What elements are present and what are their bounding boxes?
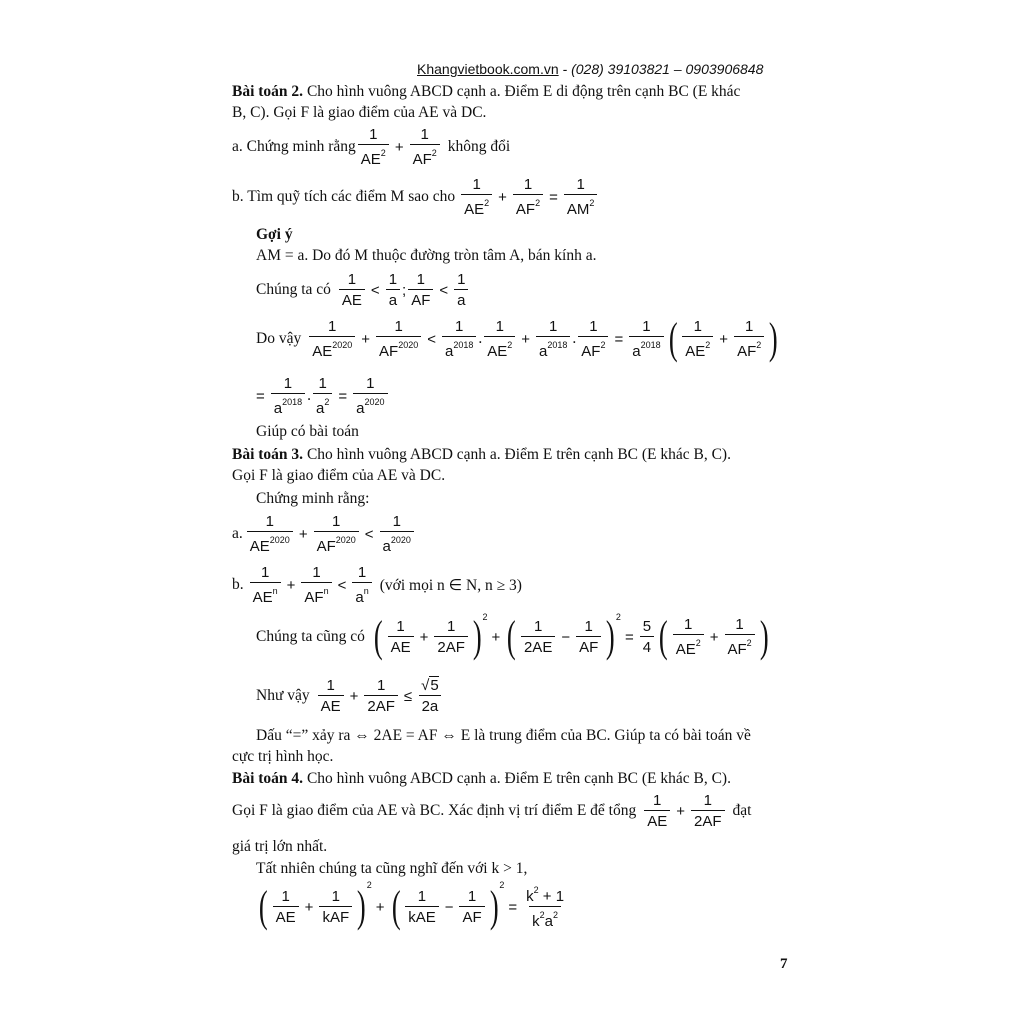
hint-line-1: AM = a. Do đó M thuộc đường tròn tâm A, bán kính a.	[256, 247, 597, 264]
fraction: 1 $a^{2020}$	[380, 513, 414, 555]
problem-2-a-label: a. Chứng minh rằng	[232, 138, 356, 155]
fraction: 1 $AE^2$	[682, 318, 713, 360]
fraction: 1 kAF	[319, 888, 352, 926]
fraction: 1 AE	[388, 618, 414, 656]
problem-4-text: Cho hình vuông ABCD cạnh a. Điểm E trên cạnh BC (E khác B, C).	[303, 770, 731, 787]
fraction: $\frac{√5}{2a}$	[418, 677, 442, 715]
problem-4-line-2-label: Gọi F là giao điểm của AE và BC. Xác định vị trí điểm E để tổng	[232, 802, 637, 819]
hint-line-3: Do vậy 1 $AE^{2020}$ + $\frac{1}{AF^{2020}}$ < 1 $a^{2018}$ . 1 $AE^2$ + $\frac{1}{a^{2018}}$ . $\frac{1}{AF^2}$ = $\frac{1}{a^{2018}}$ ( 1 $AE^2$ + $\frac{1}{AF^2}$ )	[256, 314, 778, 363]
hint-line-4: = $\frac{1}{a^{2018}}$ . $\frac{1}{a^2}$ = $\frac{1}{a^{2020}}$	[256, 375, 390, 417]
problem-2-b-label: b. Tìm quỹ tích các điểm M sao cho	[232, 188, 456, 205]
problem-3-a: a. 1 $AE^{2020}$ + $\frac{1}{AF^{2020}}$ < 1 $a^{2020}$	[232, 513, 416, 555]
fraction: $\frac{1}{AF}$	[576, 618, 601, 656]
fraction: 1 $AE^n$	[250, 564, 281, 606]
problem-4-line-2-tail: đạt	[732, 802, 752, 819]
problem-3-also: Chúng ta cũng có ( 1 AE + $\frac{1}{2AF}$ ) 2 + ( 1 2AE − $\frac{1}{AF}$ ) 2 = $\frac{5}{4}$ ( 1 $AE^2$ + $\frac{1}{AF^2}$ )	[256, 612, 769, 661]
problem-2-text: Cho hình vuông ABCD cạnh a. Điểm E di động trên cạnh BC (E khác	[303, 83, 741, 100]
fraction: 1 $AE^{2020}$	[247, 513, 293, 555]
problem-3-thus-label: Như vậy	[256, 687, 310, 704]
fraction: $\frac{1}{AF^2}$	[578, 318, 608, 360]
hint-line-5: Giúp có bài toán	[256, 423, 359, 440]
fraction: $\frac{5}{4}$	[640, 618, 654, 656]
fraction: $\frac{1}{2AF}$	[691, 792, 725, 830]
fraction: 1 AE	[339, 271, 365, 309]
fraction: 1 a	[454, 271, 468, 309]
problem-3-b-tail: (với mọi n ∈ N, n ≥ 3)	[379, 576, 522, 594]
problem-3-b-label: b.	[232, 576, 244, 593]
fraction: $\frac{1}{a^2}$	[313, 375, 332, 417]
fraction: 1 $AE^2$	[461, 176, 492, 218]
problem-3-prove: Chứng minh rằng:	[256, 490, 370, 507]
fraction: 1 $a^n$	[352, 564, 371, 606]
problem-3-b: b. 1 $AE^n$ + 1 $AF^n$ < 1 $a^n$ (với mọi n ∈ N, n ≥ 3)	[232, 564, 522, 606]
problem-4-title: Bài toán 4.	[232, 770, 304, 787]
problem-3-line-1	[232, 445, 731, 465]
problem-2-line-2: B, C). Gọi F là giao điểm của AE và DC.	[232, 104, 487, 121]
hint-line-2: Chúng ta có 1 AE < 1 a ; 1 AF < 1 a	[256, 271, 470, 309]
fraction: $\frac{1}{AF^2}$	[725, 616, 755, 658]
problem-3-eq-line-2: cực trị hình học.	[232, 748, 334, 765]
hint-line-2-label: Chúng ta có	[256, 281, 331, 298]
problem-3-thus: Như vậy 1 AE + $\frac{1}{2AF}$ ≤ $\frac{√5}{2a}$	[256, 677, 444, 715]
fraction: 1 AE	[644, 792, 670, 830]
problem-3-line-2: Gọi F là giao điểm của AE và DC.	[232, 467, 446, 484]
problem-3-eq-line-1: Dấu “=” xảy ra ⇔ 2AE = AF ⇔ E là trung điểm của BC. Giúp ta có bài toán về	[256, 727, 751, 744]
hint-title: Gợi ý	[256, 226, 293, 243]
problem-3-text: Cho hình vuông ABCD cạnh a. Điểm E trên cạnh BC (E khác B, C).	[303, 446, 731, 463]
fraction: $\frac{1}{AF^2}$	[734, 318, 764, 360]
problem-2-b: b. Tìm quỹ tích các điểm M sao cho 1 $AE^2$ + $\frac{1}{AF^2}$ = $\frac{1}{AM^2}$	[232, 176, 599, 218]
fraction: 1 AE	[273, 888, 299, 926]
fraction: 1 $AE^2$	[484, 318, 515, 360]
page-number: 7	[780, 956, 788, 972]
problem-2-a: a. Chứng minh rằng 1 $AE^2$ + $\frac{1}{AF^2}$ không đổi	[232, 126, 511, 168]
header-phones: - (028) 39103821 – 0903906848	[558, 61, 764, 77]
problem-4-equation: ( 1 AE + 1 kAF ) 2 + ( 1 kAE − $\frac{1}{AF}$ ) 2 = $\frac{k^2 + 1}{k^2a^2}$	[256, 884, 569, 930]
fraction: $\frac{k^2 + 1}{k^2a^2}$	[526, 885, 565, 930]
fraction: $\frac{1}{AF}$	[459, 888, 484, 926]
problem-2-title: Bài toán 2.	[232, 83, 304, 100]
fraction: 1 $AE^2$	[358, 126, 389, 168]
fraction: $\frac{1}{AM^2}$	[564, 176, 598, 218]
fraction: $\frac{1}{AF^{2020}}$	[376, 318, 421, 360]
fraction: 1 AF	[408, 271, 433, 309]
fraction: $\frac{1}{a^{2018}}$	[629, 318, 663, 360]
fraction: 1 a	[386, 271, 400, 309]
fraction: 1 2AE	[521, 618, 555, 656]
page-header	[417, 61, 763, 77]
fraction: 1 AE	[318, 677, 344, 715]
fraction: $\frac{1}{a^{2018}}$	[536, 318, 570, 360]
fraction: 1 $AE^2$	[673, 616, 704, 658]
fraction: 1 kAE	[405, 888, 439, 926]
problem-4-line-2: Gọi F là giao điểm của AE và BC. Xác định vị trí điểm E để tổng 1 AE + $\frac{1}{2AF}$ đạt	[232, 792, 752, 830]
fraction: 1 $AF^n$	[301, 564, 331, 606]
problem-3-also-label: Chúng ta cũng có	[256, 628, 365, 645]
problem-4-line-1	[232, 769, 731, 789]
problem-4-line-4: Tất nhiên chúng ta cũng nghĩ đến với k > 1,	[256, 860, 528, 877]
fraction: $\frac{1}{2AF}$	[434, 618, 468, 656]
problem-2-line-1	[232, 82, 740, 102]
problem-3-title: Bài toán 3.	[232, 446, 304, 463]
fraction: 1 $AE^{2020}$	[309, 318, 355, 360]
site-link[interactable]: Khangvietbook.com.vn	[417, 61, 559, 77]
fraction: $\frac{1}{a^{2018}}$	[271, 375, 305, 417]
fraction: $\frac{1}{2AF}$	[364, 677, 398, 715]
hint-line-3-label: Do vậy	[256, 330, 302, 347]
fraction: $\frac{1}{a^{2020}}$	[353, 375, 387, 417]
fraction: $\frac{1}{AF^2}$	[513, 176, 543, 218]
problem-2-a-tail: không đổi	[447, 138, 511, 155]
problem-4-line-3: giá trị lớn nhất.	[232, 838, 328, 855]
fraction: 1 $a^{2018}$	[442, 318, 476, 360]
fraction: $\frac{1}{AF^{2020}}$	[314, 513, 359, 555]
problem-3-a-label: a.	[232, 525, 243, 542]
fraction: $\frac{1}{AF^2}$	[410, 126, 440, 168]
